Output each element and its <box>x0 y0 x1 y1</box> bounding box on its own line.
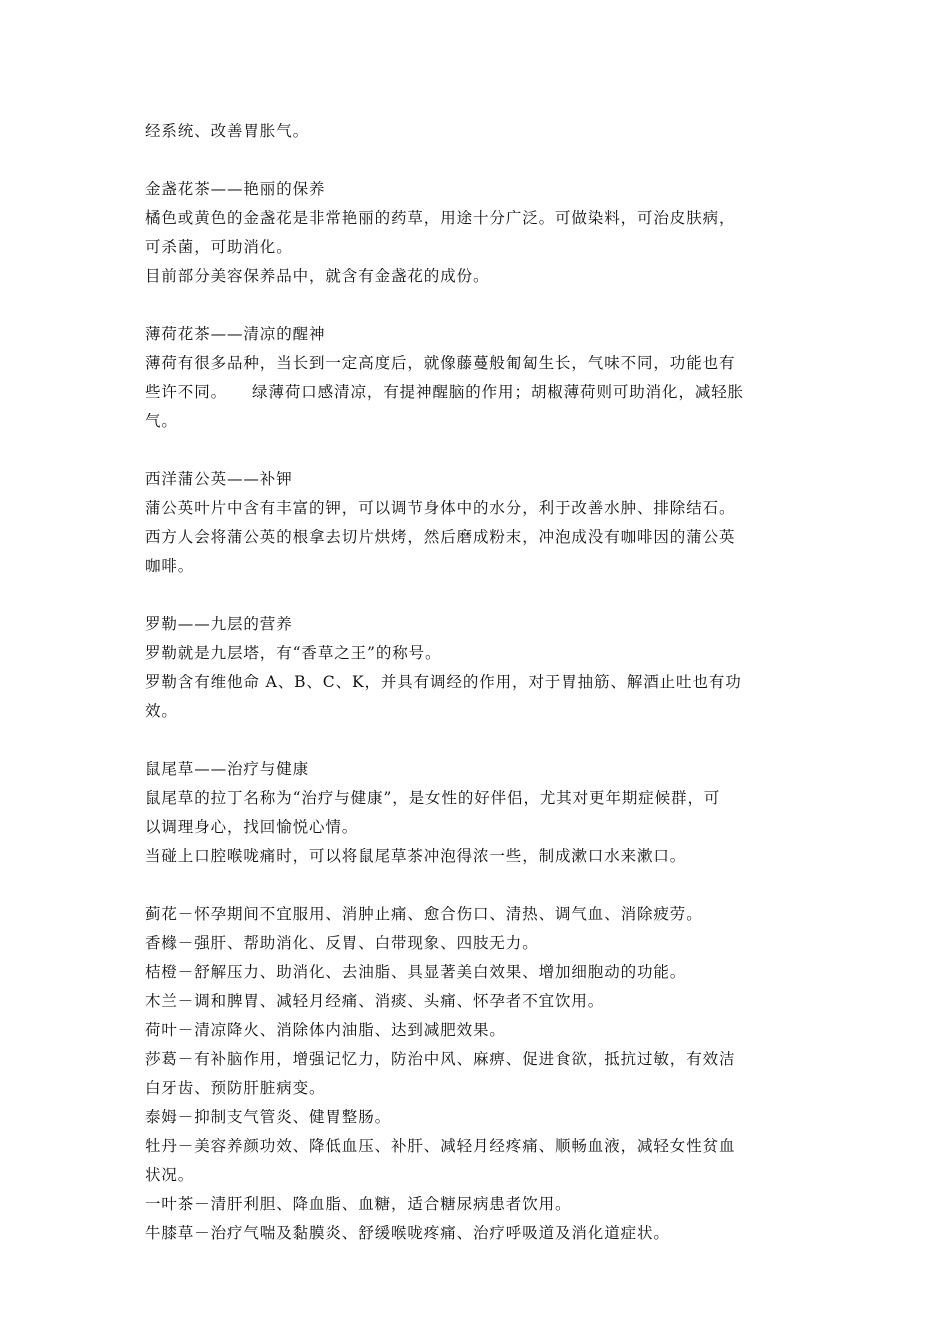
herb-list-item-continued: 状况。 <box>145 1166 195 1184</box>
text-line: 蒲公英叶片中含有丰富的钾，可以调节身体中的水分，利于改善水肿、排除结石。 <box>145 499 736 517</box>
herb-list-item: 蓟花－怀孕期间不宜服用、消肿止痛、愈合伤口、清热、调气血、消除疲劳。 <box>145 905 703 923</box>
blank-line <box>145 871 809 900</box>
herb-list-item: 一叶茶－清肝利胆、降血脂、血糖，适合糖尿病患者饮用。 <box>145 1195 572 1213</box>
blank-line <box>145 581 809 610</box>
text-line: 可杀菌，可助消化。 <box>145 238 293 256</box>
section-heading-dandelion: 西洋蒲公英——补钾 <box>145 470 293 488</box>
herb-list-item: 荷叶－清凉降火、消除体内油脂、达到减肥效果。 <box>145 1021 506 1039</box>
document-page <box>145 117 809 1248</box>
herb-list-item: 莎葛－有补脑作用，增强记忆力，防治中风、麻痹、促进食欲，抵抗过敏，有效洁 <box>145 1050 736 1068</box>
text-line: 效。 <box>145 702 178 720</box>
text-line: 鼠尾草的拉丁名称为“治疗与健康”，是女性的好伴侣，尤其对更年期症候群，可 <box>145 789 721 807</box>
blank-line <box>145 146 809 175</box>
text-line: 罗勒就是九层塔，有“香草之王”的称号。 <box>145 644 442 662</box>
text-line: 目前部分美容保养品中，就含有金盏花的成份。 <box>145 267 490 285</box>
section-heading-calendula: 金盏花茶——艳丽的保养 <box>145 180 326 198</box>
text-line: 以调理身心，找回愉悦心情。 <box>145 818 359 836</box>
text-line: 些许不同。 绿薄荷口感清凉，有提神醒脑的作用；胡椒薄荷则可助消化，减轻胀 <box>145 383 745 401</box>
text-line: 薄荷有很多品种，当长到一定高度后，就像藤蔓般匍匐生长，气味不同，功能也有 <box>145 354 736 372</box>
herb-list-item: 牛膝草－治疗气喘及黏膜炎、舒缓喉咙疼痛、治疗呼吸道及消化道症状。 <box>145 1224 670 1242</box>
herb-list-item: 木兰－调和脾胃、减轻月经痛、消痰、头痛、怀孕者不宜饮用。 <box>145 992 605 1010</box>
blank-line <box>145 291 809 320</box>
text-line: 咖啡。 <box>145 557 195 575</box>
text-line: 西方人会将蒲公英的根拿去切片烘烤，然后磨成粉末，冲泡成没有咖啡因的蒲公英 <box>145 528 736 546</box>
blank-line <box>145 436 809 465</box>
herb-list-item: 泰姆－抑制支气管炎、健胃整肠。 <box>145 1108 392 1126</box>
section-heading-basil: 罗勒——九层的营养 <box>145 615 293 633</box>
herb-list-item-continued: 白牙齿、预防肝脏病变。 <box>145 1079 326 1097</box>
blank-line <box>145 726 809 755</box>
section-heading-sage: 鼠尾草——治疗与健康 <box>145 760 310 778</box>
text-line: 经系统、改善胃胀气。 <box>145 122 310 140</box>
herb-list-item: 香橼－强肝、帮助消化、反胃、白带现象、四肢无力。 <box>145 934 539 952</box>
herb-list-item: 桔橙－舒解压力、助消化、去油脂、具显著美白效果、增加细胞动的功能。 <box>145 963 687 981</box>
section-heading-mint: 薄荷花茶——清凉的醒神 <box>145 325 326 343</box>
text-line: 气。 <box>145 412 178 430</box>
text-line: 当碰上口腔喉咙痛时，可以将鼠尾草茶冲泡得浓一些，制成漱口水来漱口。 <box>145 847 687 865</box>
text-line: 橘色或黄色的金盏花是非常艳丽的药草，用途十分广泛。可做染料，可治皮肤病， <box>145 209 736 227</box>
herb-list-item: 牡丹－美容养颜功效、降低血压、补肝、减轻月经疼痛、顺畅血液，减轻女性贫血 <box>145 1137 736 1155</box>
text-line: 罗勒含有维他命 A、B、C、K，并具有调经的作用，对于胃抽筋、解酒止吐也有功 <box>145 673 742 691</box>
